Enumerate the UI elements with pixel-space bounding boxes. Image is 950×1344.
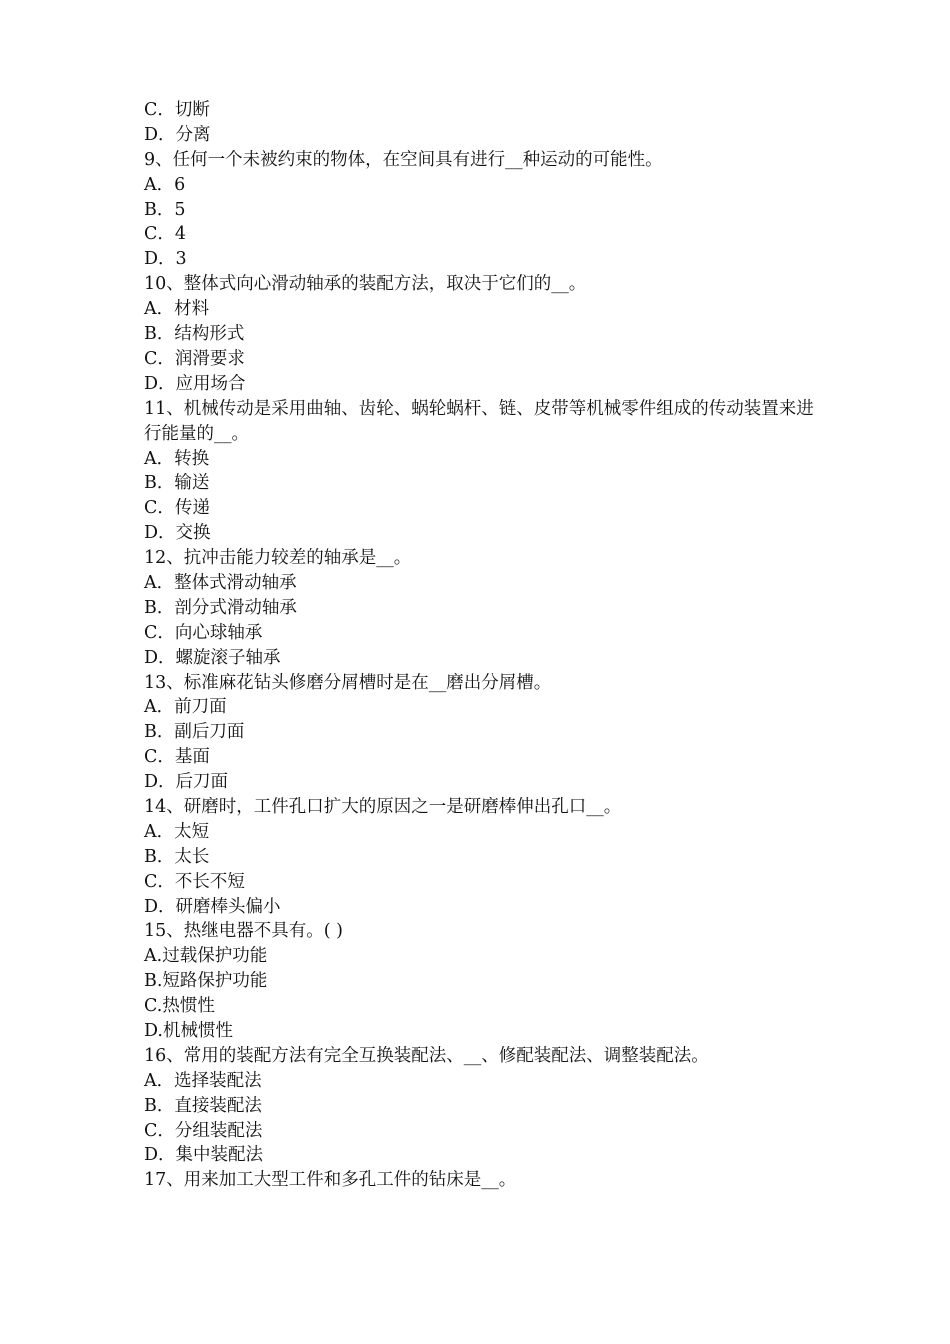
option-line: C．切断	[144, 100, 210, 120]
option-line: D．交换	[144, 523, 211, 544]
option-line: C．向心球轴承	[144, 622, 263, 643]
option-line: D．研磨棒头偏小	[144, 896, 281, 917]
option-line: A．材料	[144, 299, 210, 320]
option-line: C．润滑要求	[144, 348, 245, 369]
option-line: D．3	[144, 249, 187, 270]
question-line: 10、整体式向心滑动轴承的装配方法，取决于它们的__。	[144, 274, 587, 295]
option-line: C.热惯性	[144, 996, 215, 1017]
option-line: B．太长	[144, 846, 210, 867]
question-line: 17、用来加工大型工件和多孔工件的钻床是__。	[144, 1170, 517, 1191]
option-line: A．选择装配法	[144, 1070, 262, 1091]
option-line: A．整体式滑动轴承	[144, 572, 297, 593]
option-line: A.过载保护功能	[144, 946, 268, 967]
option-line: D．应用场合	[144, 373, 246, 394]
question-line: 12、抗冲击能力较差的轴承是__。	[144, 548, 412, 569]
option-line: D．螺旋滚子轴承	[144, 647, 281, 668]
option-line: B．结构形式	[144, 324, 245, 345]
option-line: A．太短	[144, 821, 210, 842]
option-line: B．输送	[144, 473, 210, 494]
question-line: 14、研磨时，工件孔口扩大的原因之一是研磨棒伸出孔口__。	[144, 796, 622, 817]
question-line: 15、热继电器不具有。( )	[144, 921, 343, 942]
option-line: B．5	[144, 199, 186, 220]
option-line: C．分组装配法	[144, 1120, 263, 1141]
option-line: B．直接装配法	[144, 1095, 262, 1116]
option-line: C．不长不短	[144, 871, 245, 892]
option-line: B．剖分式滑动轴承	[144, 597, 297, 618]
option-line: D．后刀面	[144, 772, 229, 793]
question-line: 11、机械传动是采用曲轴、齿轮、蜗轮蜗杆、链、皮带等机械零件组成的传动装置来进行能量的__。	[144, 398, 814, 444]
option-line: A．转换	[144, 448, 210, 469]
option-line: B.短路保护功能	[144, 971, 268, 992]
question-text-body	[144, 98, 834, 1193]
option-line: A．6	[144, 174, 186, 195]
question-line: 16、常用的装配方法有完全互换装配法、__、修配装配法、调整装配法。	[144, 1045, 709, 1066]
question-line: 9、任何一个未被约束的物体，在空间具有进行__种运动的可能性。	[144, 149, 663, 170]
option-line: C．4	[144, 224, 187, 245]
option-line: D．分离	[144, 124, 211, 145]
option-line: B．副后刀面	[144, 722, 245, 743]
question-line: 13、标准麻花钻头修磨分屑槽时是在__磨出分屑槽。	[144, 672, 552, 693]
option-line: C．基面	[144, 747, 210, 768]
option-line: C．传递	[144, 498, 210, 519]
option-line: D．集中装配法	[144, 1145, 264, 1166]
option-line: D.机械惯性	[144, 1020, 233, 1041]
option-line: A．前刀面	[144, 697, 227, 718]
